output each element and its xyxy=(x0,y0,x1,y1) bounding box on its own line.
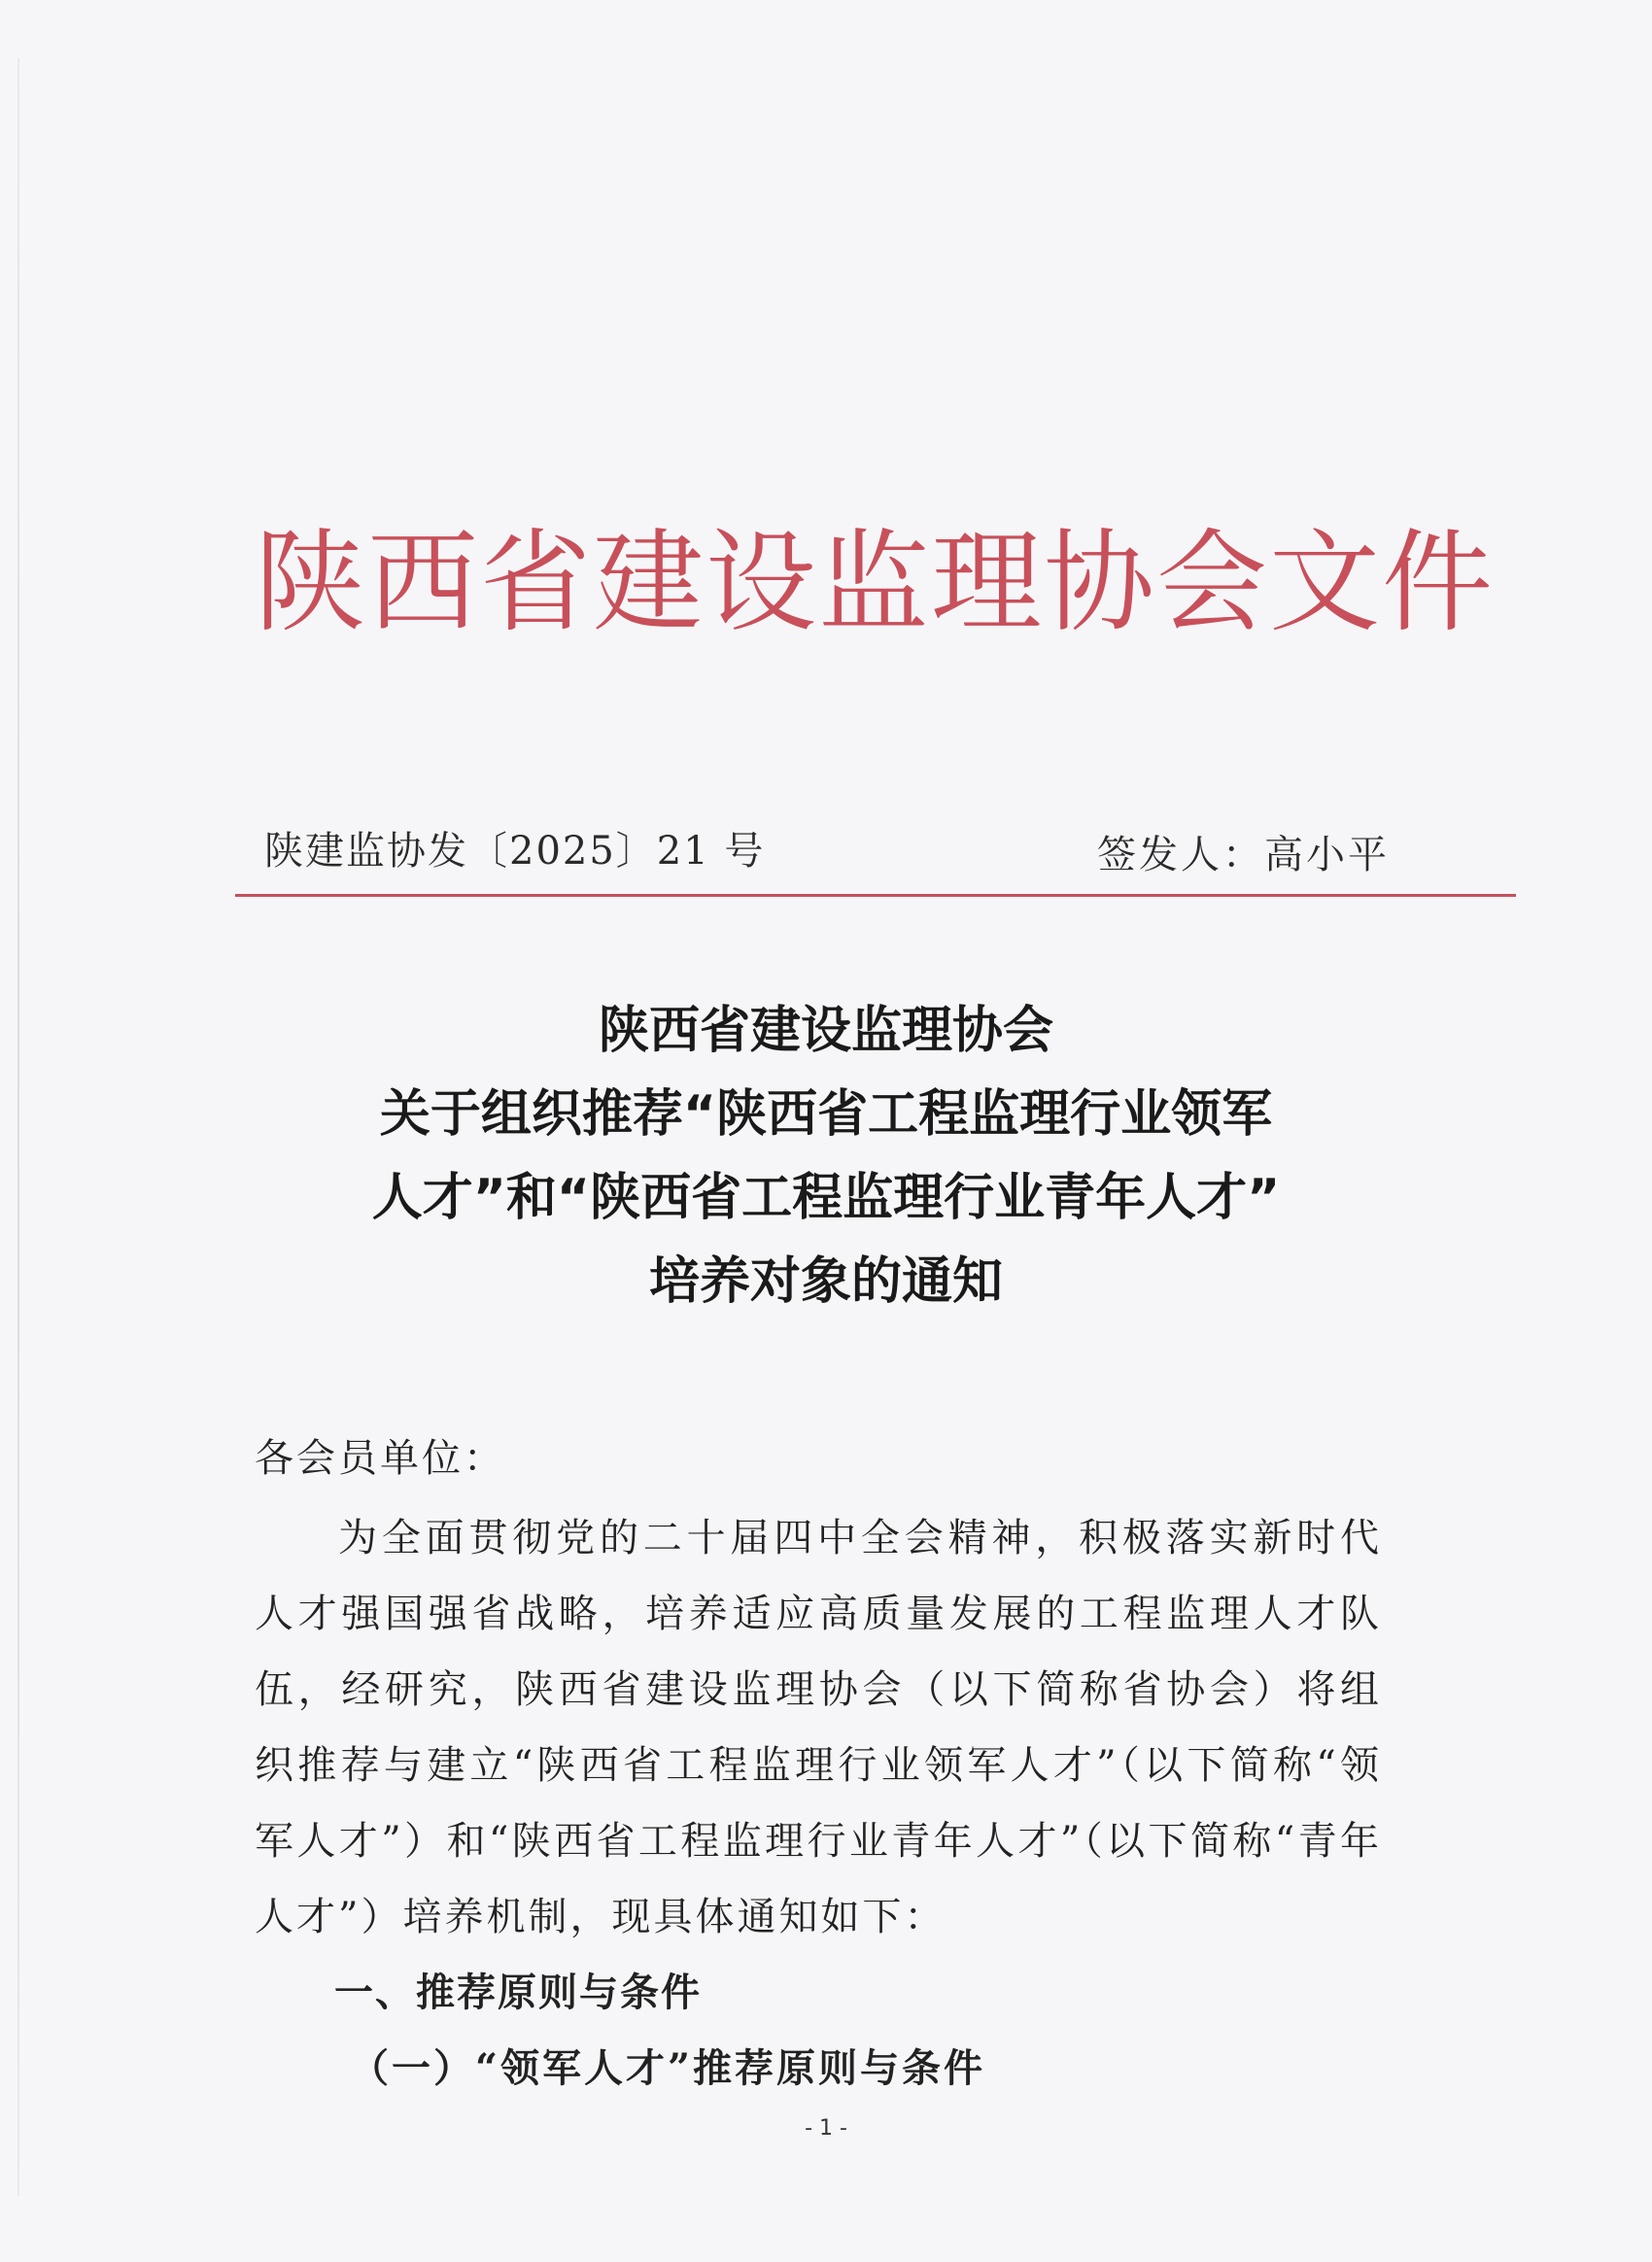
letterhead-title: 陕西省建设监理协会文件 xyxy=(255,518,1496,647)
subsection-heading-1: （一）“领军人才”推荐原则与条件 xyxy=(350,2045,986,2091)
issuer-signature: 签发人：高小平 xyxy=(1097,833,1390,877)
title-line-3: 人才”和“陕西省工程监理行业青年人才” xyxy=(371,1169,1281,1227)
red-separator-line xyxy=(235,894,1516,897)
title-line-1: 陕西省建设监理协会 xyxy=(598,1002,1053,1060)
intro-paragraph: 为全面贯彻党的二十届四中全会精神，积极落实新时代人才强国强省战略，培养适应高质量发展的工程监理人才队伍，经研究，陕西省建设监理协会（以下简称省协会）将组织推荐与建立“陕西省工程监理行业领军人才”（以下简称“领军人才”）和“陕西省工程监理行业青年人才”（以下简称“青年人才”）培养机制，现具体通知如下： xyxy=(255,1516,1382,1939)
page-number: - 1 - xyxy=(805,2116,847,2141)
document-body xyxy=(255,1421,1382,2107)
title-line-4: 培养对象的通知 xyxy=(648,1252,1003,1311)
title-line-2: 关于组织推荐“陕西省工程监理行业领军 xyxy=(379,1085,1273,1144)
section-heading-1: 一、推荐原则与条件 xyxy=(334,1971,702,2015)
scan-edge-shadow xyxy=(17,58,19,2196)
salutation: 各会员单位： xyxy=(255,1436,505,1481)
document-number: 陕建监协发〔2025〕21 号 xyxy=(264,829,766,874)
notice-title xyxy=(224,989,1428,1323)
